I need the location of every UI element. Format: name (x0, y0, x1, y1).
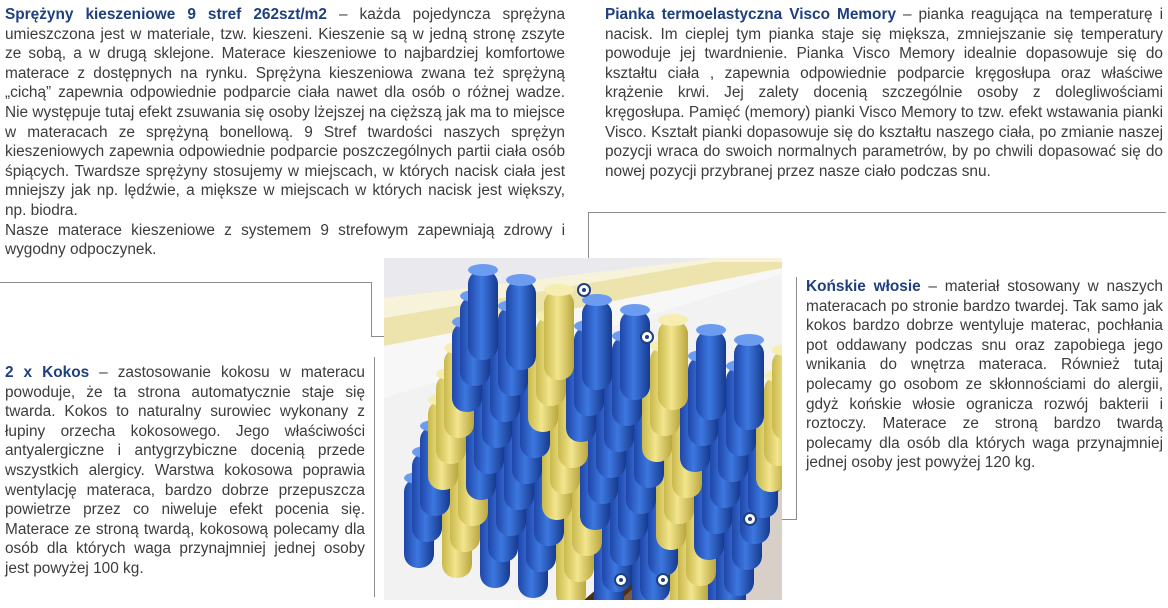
horsehair-body: – materiał stosowany w naszych materacach po stronie bardzo twardej. Tak samo jak kokos bardzo dobrze wentyluje materac, pochłania pot oddawany podczas snu oraz zapobiega jego wnikania do wnętrza materaca. Również tutaj polecamy go osobom ze skłonnościami do alergii, gdyż końskie włosie ogranicza rozwój bakterii i roztoczy. Materace ze stroną bardzo twardą polecamy dla osób dla których waga przynajmniej jednej osoby jest powyżej 120 kg. (806, 278, 1163, 472)
horsehair-heading: Końskie włosie (806, 278, 921, 295)
spring-coil (772, 350, 782, 440)
springs-leader-vertical (371, 282, 372, 336)
spring-coil-top (734, 334, 764, 346)
spring-coil (582, 300, 612, 390)
spring-coil (696, 330, 726, 420)
coconut-marker-1 (614, 573, 628, 587)
spring-coil-top (468, 264, 498, 276)
coconut-heading: 2 x Kokos (5, 364, 90, 381)
horsehair-leader-vertical (796, 277, 797, 520)
spring-coil-top (620, 304, 650, 316)
visco-leader-horizontal (588, 212, 1166, 213)
spring-coil (506, 280, 536, 370)
spring-coil-top (696, 324, 726, 336)
horsehair-marker (743, 512, 757, 526)
spring-coil (544, 290, 574, 380)
spring-coil (658, 320, 688, 410)
springs-leader-left (0, 282, 372, 283)
coconut-marker-2 (656, 573, 670, 587)
spring-coil (620, 310, 650, 400)
coconut-leader-vertical (374, 357, 375, 597)
visco-heading: Pianka termoelastyczna Visco Memory (605, 6, 897, 23)
springs-body-2: Nasze materace kieszeniowe z systemem 9 strefowym zapewniają zdrowy i wygodny odpoczynek. (5, 221, 565, 259)
springs-body: – każda pojedyncza sprężyna umieszczona jest w materiale, tzw. kieszeni. Kieszenie są w jedną stronę zszyte ze sobą, a w drugą sklejone. Materace kieszeniowe to najbardziej komfortowe materace z dostępnych na rynku. Sprężyna kieszeniowa zwana też sprężyną „cichą” zapewnia odpowiednie podparcie ciała nawet dla osób o różnej wadze. Nie występuje tutaj efekt zsuwania się osoby lżejszej na cięższą jak ma to miejsce w materacach ze sprężyną bonellową. 9 Stref twardości naszych sprężyn kieszeniowych zapewnia odpowiednie podparcie poszczególnych partii ciała osób śpiących. Twardsze sprężyny stosujemy w miejscach, w których nacisk ciała jest mniejszy jak np. lędźwie, a miększe w miejscach w których nacisk jest większy, np. biodra. (5, 6, 565, 219)
coconut-body: – zastosowanie kokosu w materacu powoduje, że ta strona automatycznie staje się twarda. Kokos to naturalny surowiec wykonany z łupiny orzecha kokosowego. Jego właściwości antyalergiczne i antygrzybiczne docenią przede wszystkich alergicy. Warstwa kokosowa poprawia wentylację materaca, bardzo dobrze przepuszcza powietrze przez co niweluje efekt pocenia się. Materace ze stroną twardą, kokosową polecamy dla osób dla których waga przynajmniej jednej osoby jest powyżej 100 kg. (5, 364, 365, 577)
springs-description (5, 5, 565, 260)
springs-heading: Sprężyny kieszeniowe 9 stref 262szt/m2 (5, 6, 327, 23)
spring-coil-top (544, 284, 574, 296)
spring-coil-top (658, 314, 688, 326)
spring-coil-top (506, 274, 536, 286)
visco-description (605, 5, 1163, 181)
spring-coil (468, 270, 498, 360)
coconut-description (5, 363, 365, 579)
horsehair-description (806, 277, 1163, 473)
mattress-cross-section-image (384, 258, 782, 600)
visco-marker (577, 283, 591, 297)
springs-marker (640, 330, 654, 344)
visco-body: – pianka reagująca na temperaturę i nacisk. Im cieplej tym pianka staje się miększa, zmniejszanie się temperatury powoduje jej twardnienie. Pianka Visco Memory idealnie dopasowuje się do kształtu ciała , zapewnia odpowiednie podparcie kręgosłupa oraz właściwe krążenie krwi. Jej zalety docenią szczególnie osoby z dolegliwościami kręgosłupa. Pamięć (memory) pianki Visco Memory to tzw. efekt wstawania pianki Visco. Kształt pianki dopasowuje się do kształtu naszego ciała, po zmianie naszej pozycji wraca do swoich normalnych parametrów, by po chwili dopasować się do nowej pozycji przybranej przez nasze ciało podczas snu. (605, 6, 1163, 180)
spring-coil (734, 340, 764, 430)
